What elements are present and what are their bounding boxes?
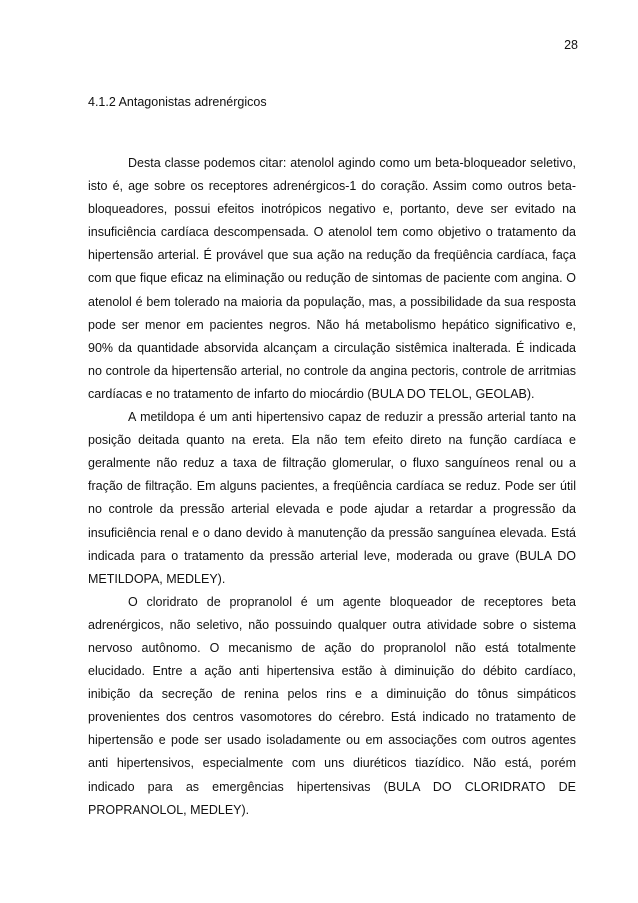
body-text: [88, 152, 576, 822]
paragraph-atenolol: Desta classe podemos citar: atenolol agindo como um beta-bloqueador seletivo, isto é, age sobre os receptores adrenérgicos-1 do coração. Assim como outros beta-bloqueadores, possui efeitos inotrópicos negativo e, portanto, deve ser evitado na insuficiência cardíaca descompensada. O atenolol tem como objetivo o tratamento da hipertensão arterial. É provável que sua ação na redução da freqüência cardíaca, faça com que fique eficaz na eliminação ou redução de sintomas de paciente com angina. O atenolol é bem tolerado na maioria da população, mas, a possibilidade da sua resposta pode ser menor em pacientes negros. Não há metabolismo hepático significativo e, 90% da quantidade absorvida alcançam a circulação sistêmica inalterada. É indicada no controle da hipertensão arterial, no controle da angina pectoris, controle de arritmias cardíacas e no tratamento de infarto do miocárdio (BULA DO TELOL, GEOLAB).: [88, 156, 576, 401]
page-number: 28: [564, 38, 578, 52]
paragraph-metildopa: A metildopa é um anti hipertensivo capaz de reduzir a pressão arterial tanto na posição deitada quanto na ereta. Ela não tem efeito direto na função cardíaca e geralmente não reduz a taxa de filtração glomerular, o fluxo sanguíneos renal ou a fração de filtração. Em alguns pacientes, a freqüência cardíaca se reduz. Pode ser útil no controle da pressão arterial elevada e pode ajudar a retardar a progressão da insuficiência renal e o dano devido à manutenção da pressão sanguínea elevada. Está indicada para o tratamento da pressão arterial leve, moderada ou grave (BULA DO METILDOPA, MEDLEY).: [88, 410, 576, 586]
section-heading: 4.1.2 Antagonistas adrenérgicos: [88, 95, 267, 109]
paragraph-propranolol: O cloridrato de propranolol é um agente bloqueador de receptores beta adrenérgicos, não seletivo, não possuindo qualquer outra atividade sobre o sistema nervoso autônomo. O mecanismo de ação do propranolol não está totalmente elucidado. Entre a ação anti hipertensiva estão à diminuição do débito cardíaco, inibição da secreção de renina pelos rins e a diminuição do tônus simpáticos provenientes dos centros vasomotores do cérebro. Está indicado no tratamento de hipertensão e pode ser usado isoladamente ou em associações com outros agentes anti hipertensivos, especialmente com uns diuréticos tiazídico. Não está, porém indicado para as emergências hipertensivas (BULA DO CLORIDRATO DE PROPRANOLOL, MEDLEY).: [88, 594, 576, 817]
